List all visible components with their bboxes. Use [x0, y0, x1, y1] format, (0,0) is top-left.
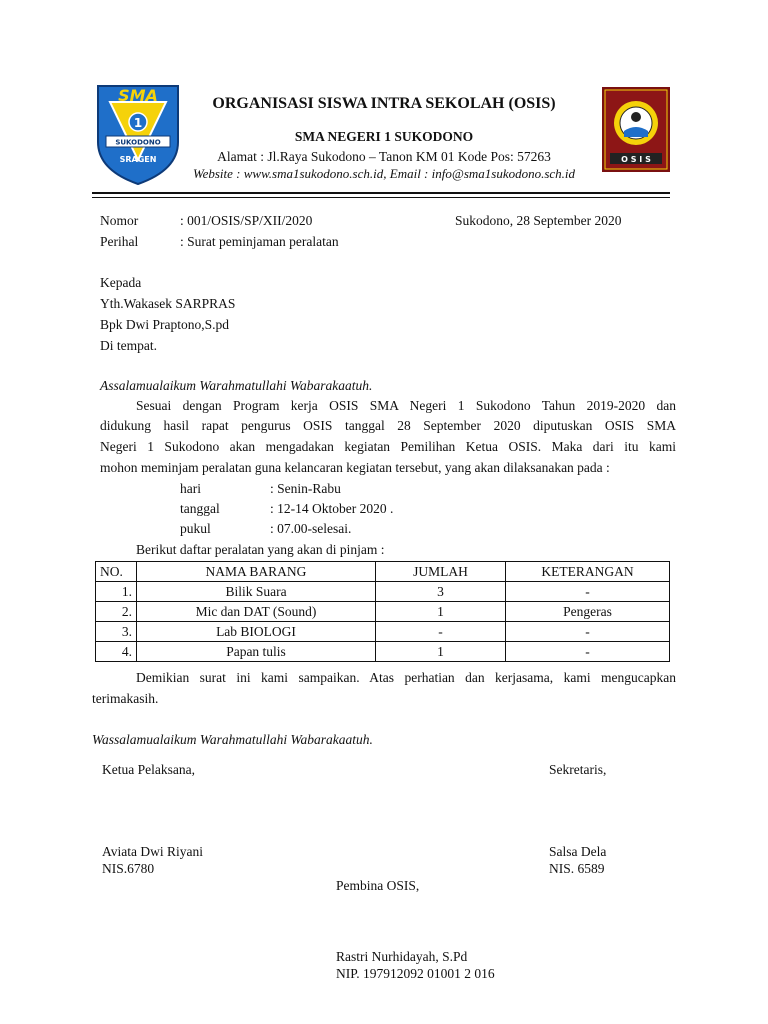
cell-no: 2. — [96, 602, 137, 622]
body-line-last: mohon meminjam peralatan guna kelancaran kegiatan tersebut, yang akan dilaksanakan pada : — [100, 460, 610, 475]
left-signer-id: NIS.6780 — [102, 861, 155, 876]
right-signer-id: NIS. 6589 — [549, 861, 605, 876]
farewell: Wassalamualaikum Warahmatullahi Wabarakaatuh. — [92, 732, 373, 747]
cell-nama: Bilik Suara — [137, 582, 376, 602]
website-label: Website : — [192, 166, 244, 181]
logo-banner: SUKODONO — [115, 138, 161, 147]
cell-keterangan: - — [506, 582, 670, 602]
cell-jumlah: 3 — [376, 582, 506, 602]
perihal-label: Perihal — [100, 234, 139, 249]
col-header-nama: NAMA BARANG — [137, 562, 376, 582]
table-header-row — [96, 562, 670, 582]
perihal-value: : Surat peminjaman peralatan — [180, 234, 339, 249]
website-link[interactable]: www.sma1sukodono.sch.id — [243, 166, 384, 181]
cell-nama: Mic dan DAT (Sound) — [137, 602, 376, 622]
left-signer-role: Ketua Pelaksana, — [102, 762, 195, 777]
org-title: ORGANISASI SISWA INTRA SEKOLAH (OSIS) — [212, 95, 556, 112]
body-line: Negeri 1 Sukodono akan mengadakan kegiatan Pemilihan Ketua OSIS. Maka dari itu kami — [100, 439, 676, 454]
letterhead-rule-thick — [92, 192, 670, 194]
email-link[interactable]: info@sma1sukodono.sch.id — [431, 166, 576, 181]
logo-number: 1 — [133, 116, 143, 130]
table-row — [96, 602, 670, 622]
recipient-line: Kepada — [100, 275, 142, 290]
table-row — [96, 622, 670, 642]
closing-line-2: terimakasih. — [92, 691, 159, 706]
col-header-keterangan: KETERANGAN — [506, 562, 670, 582]
right-signer-name: Salsa Dela — [549, 844, 607, 859]
logo-bottom: SRAGEN — [119, 155, 157, 164]
letterhead-rule-thin — [92, 197, 670, 198]
cell-keterangan: - — [506, 642, 670, 662]
equipment-table — [95, 561, 670, 662]
table-row — [96, 582, 670, 602]
table-row — [96, 642, 670, 662]
col-header-jumlah: JUMLAH — [376, 562, 506, 582]
cell-keterangan: - — [506, 622, 670, 642]
osis-logo — [602, 87, 670, 172]
letter-date: Sukodono, 28 September 2020 — [455, 213, 622, 228]
osis-logo-banner: O S I S — [621, 155, 651, 164]
left-signer-name: Aviata Dwi Riyani — [102, 844, 203, 859]
cell-no: 1. — [96, 582, 137, 602]
list-intro: Berikut daftar peralatan yang akan di pinjam : — [136, 542, 385, 557]
school-name: SMA NEGERI 1 SUKODONO — [294, 129, 474, 144]
schedule-value: : Senin-Rabu — [270, 481, 341, 496]
schedule-label: pukul — [180, 521, 211, 536]
col-header-no: NO. — [96, 562, 137, 582]
body-line: didukung hasil rapat pengurus OSIS tanggal 28 September 2020 diputuskan OSIS SMA — [100, 418, 676, 433]
nomor-label: Nomor — [100, 213, 139, 228]
school-address: Alamat : Jl.Raya Sukodono – Tanon KM 01 Kode Pos: 57263 — [217, 149, 551, 164]
recipient-line: Di tempat. — [100, 338, 157, 353]
center-signer-name: Rastri Nurhidayah, S.Pd — [336, 949, 468, 964]
closing-line: Demikian surat ini kami sampaikan. Atas perhatian dan kerjasama, kami mengucapkan — [136, 670, 676, 685]
schedule-label: hari — [180, 481, 201, 496]
right-signer-role: Sekretaris, — [549, 762, 607, 777]
cell-nama: Papan tulis — [137, 642, 376, 662]
schedule-value: : 07.00-selesai. — [270, 521, 352, 536]
cell-jumlah: - — [376, 622, 506, 642]
body-line: Sesuai dengan Program kerja OSIS SMA Negeri 1 Sukodono Tahun 2019-2020 dan — [136, 398, 676, 413]
schedule-value: : 12-14 Oktober 2020 . — [270, 501, 394, 516]
cell-nama: Lab BIOLOGI — [137, 622, 376, 642]
cell-no: 4. — [96, 642, 137, 662]
schedule-label: tanggal — [180, 501, 220, 516]
logo-sma-text: SMA — [118, 86, 158, 105]
cell-no: 3. — [96, 622, 137, 642]
cell-jumlah: 1 — [376, 602, 506, 622]
nomor-value: : 001/OSIS/SP/XII/2020 — [180, 213, 313, 228]
cell-keterangan: Pengeras — [506, 602, 670, 622]
recipient-line: Bpk Dwi Praptono,S.pd — [100, 317, 230, 332]
center-signer-role: Pembina OSIS, — [336, 878, 420, 893]
center-signer-id: NIP. 197912092 01001 2 016 — [336, 966, 495, 981]
email-label: , Email : — [383, 166, 432, 181]
cell-jumlah: 1 — [376, 642, 506, 662]
recipient-line: Yth.Wakasek SARPRAS — [100, 296, 236, 311]
greeting: Assalamualaikum Warahmatullahi Wabarakaatuh. — [100, 378, 373, 393]
